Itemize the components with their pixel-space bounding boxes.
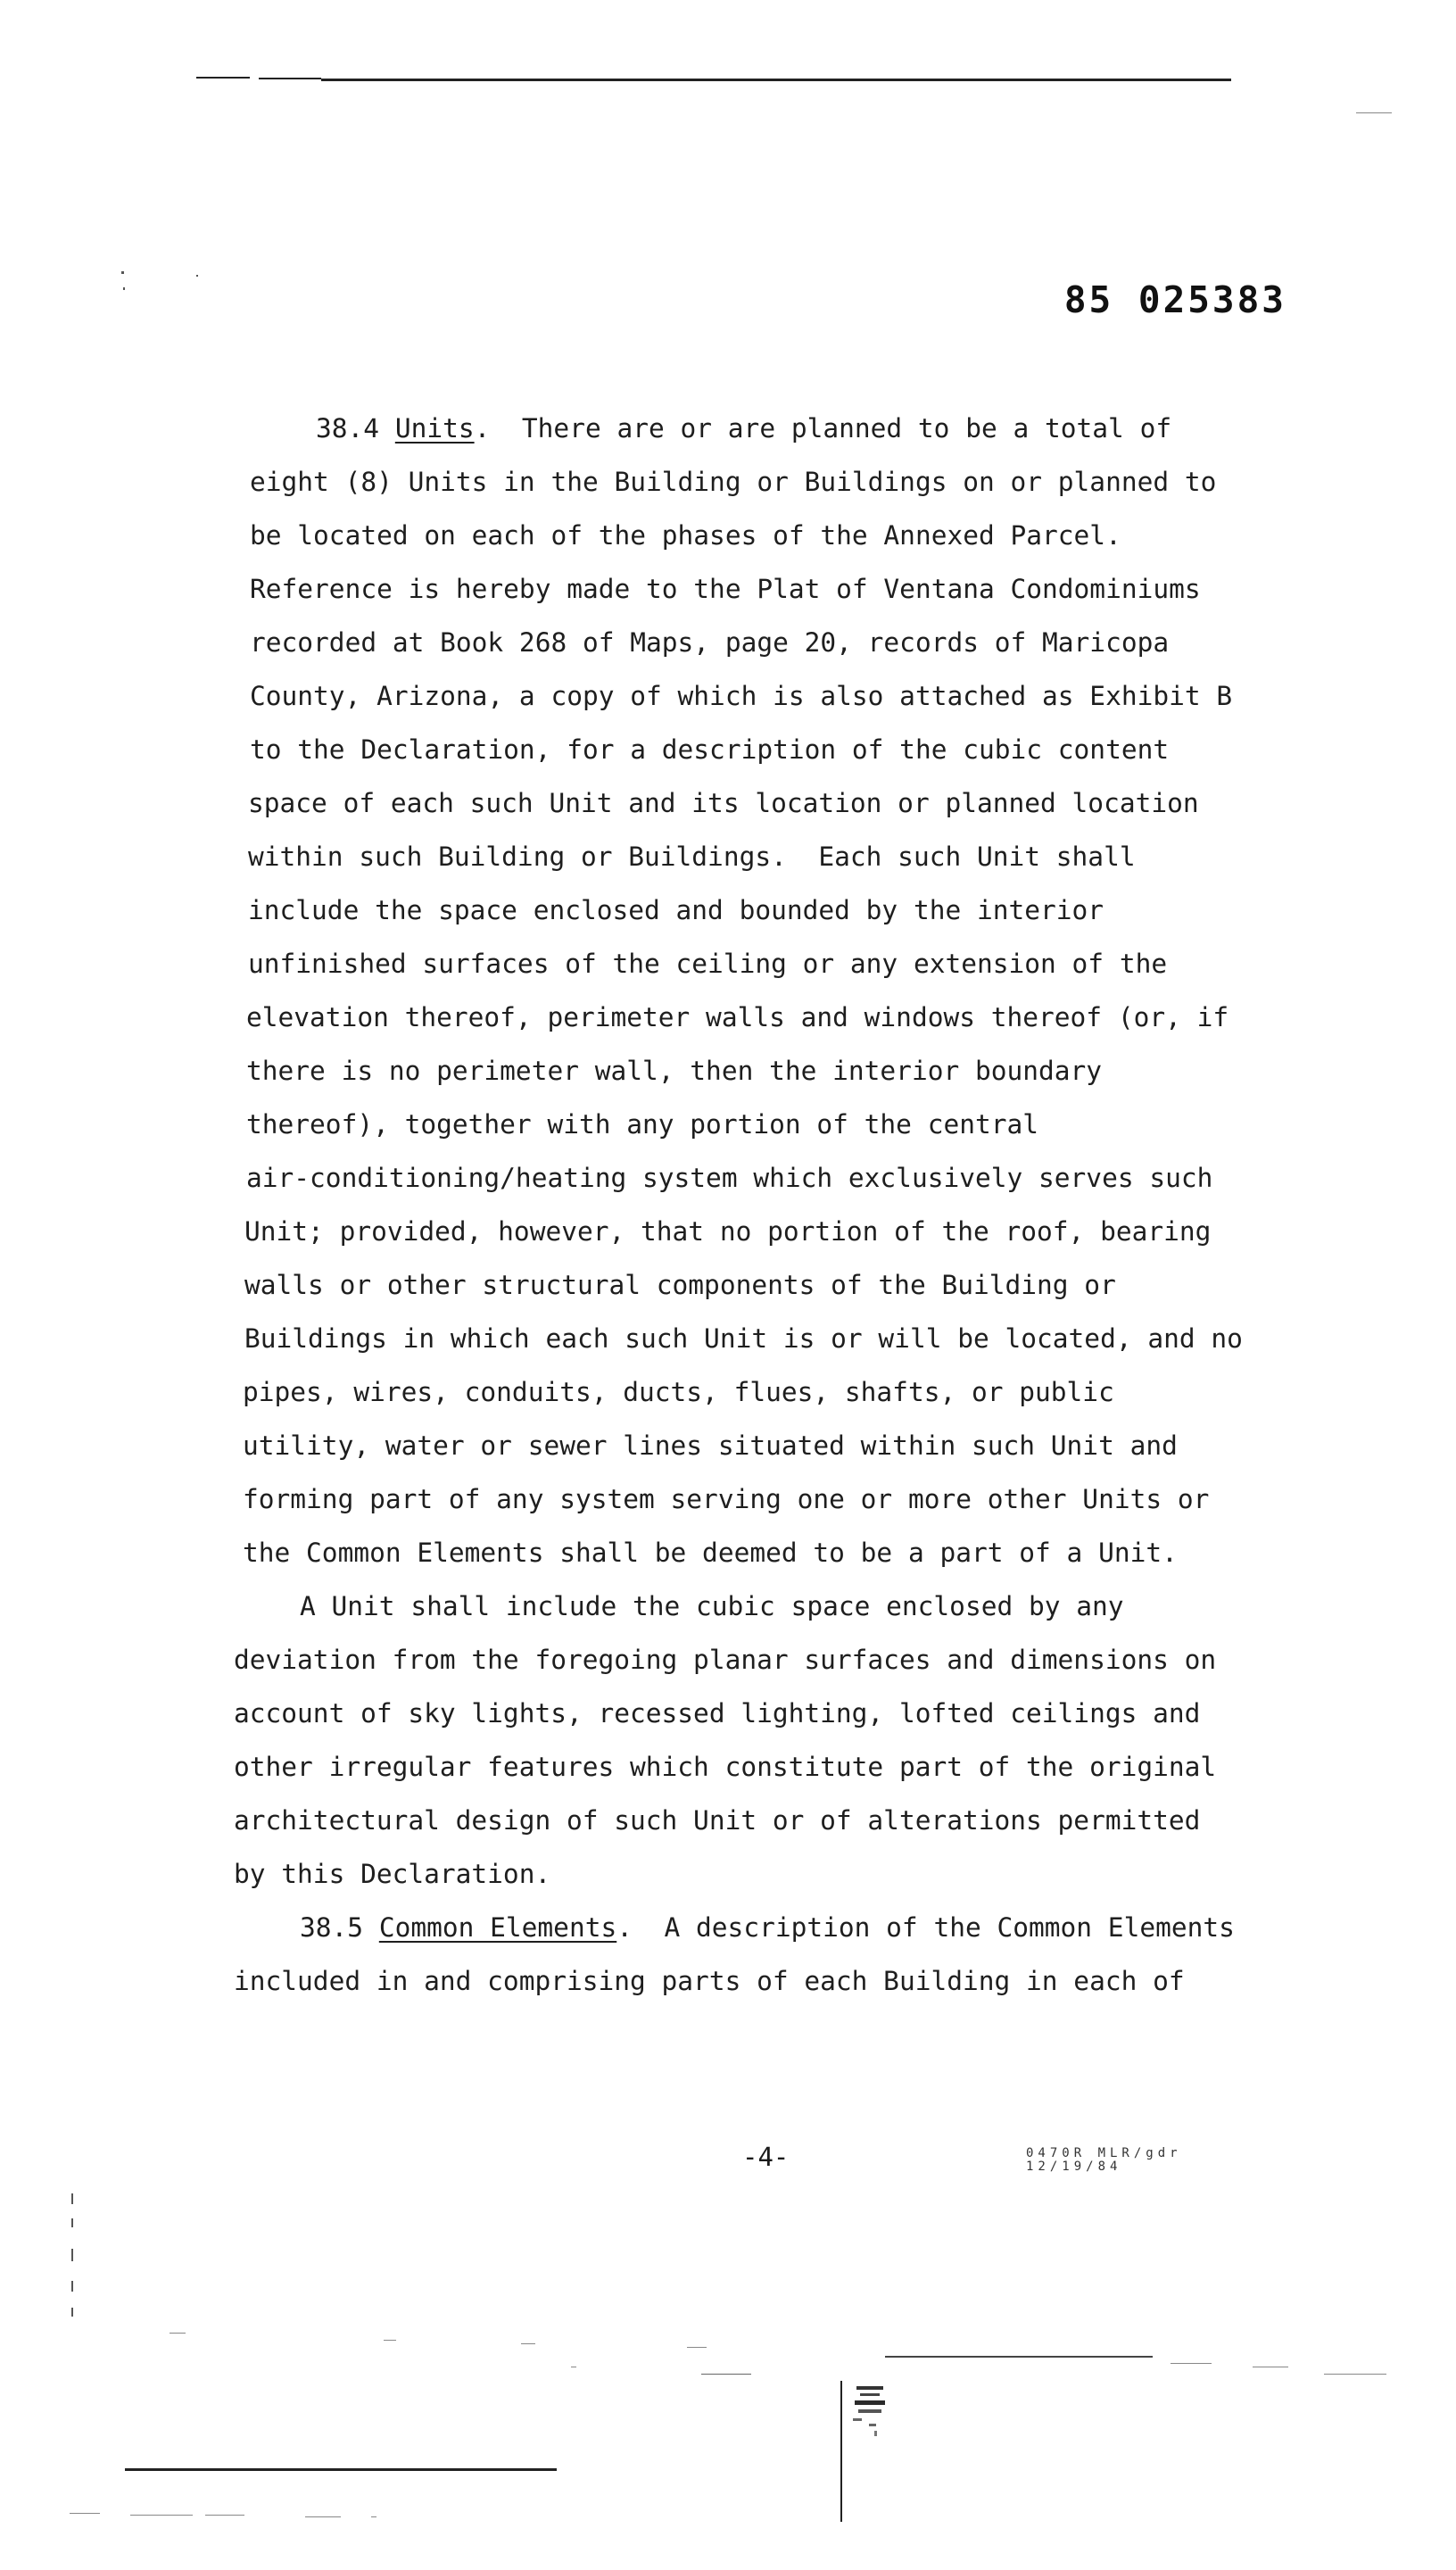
text-line: other irregular features which constitute part of the original: [234, 1752, 1217, 1782]
text-line: air-conditioning/heating system which exclusively serves such: [246, 1163, 1213, 1193]
scan-dash: [205, 2515, 244, 2516]
margin-mark: [71, 2281, 73, 2292]
text-line: thereof), together with any portion of the central: [246, 1109, 1039, 1140]
text-line: elevation thereof, perimeter walls and windows thereof (or, if: [246, 1002, 1229, 1032]
text-line: A Unit shall include the cubic space enclosed by any: [300, 1591, 1124, 1621]
text-line: County, Arizona, a copy of which is also attached as Exhibit B: [250, 681, 1233, 711]
scan-dash: [130, 2515, 193, 2516]
text-line: utility, water or sewer lines situated within such Unit and: [243, 1430, 1178, 1461]
text-line: to the Declaration, for a description of the cubic content: [250, 734, 1170, 765]
top-rule-segment-2: [259, 78, 321, 79]
text-line: Reference is hereby made to the Plat of Ventana Condominiums: [250, 574, 1201, 604]
text-line: [316, 413, 1172, 444]
text-line: [300, 1912, 1235, 1943]
stamp-mark: [839, 2381, 901, 2524]
margin-mark: [71, 2308, 73, 2317]
scan-dash: [371, 2516, 376, 2517]
text-line: Buildings in which each such Unit is or will be located, and no: [244, 1323, 1243, 1354]
text-line: include the space enclosed and bounded by the interior: [248, 895, 1104, 925]
scan-dash: [1171, 2363, 1212, 2364]
page-number: -4-: [742, 2142, 790, 2172]
text-run: . A description of the Common Elements: [616, 1912, 1235, 1943]
document-number: 85 025383: [1063, 278, 1286, 321]
scan-speck: [123, 287, 125, 290]
top-rule-segment-1: [196, 77, 250, 79]
text-line: unfinished surfaces of the ceiling or any extension of the: [248, 949, 1168, 979]
text-line: forming part of any system serving one or more other Units or: [243, 1484, 1210, 1514]
scan-dash: [521, 2343, 535, 2344]
scan-dash: [701, 2374, 751, 2375]
text-line: walls or other structural components of the Building or: [244, 1270, 1116, 1300]
section-heading: Common Elements: [378, 1912, 617, 1943]
text-line: the Common Elements shall be deemed to be a part of a Unit.: [243, 1538, 1178, 1568]
bottom-left-rule: [125, 2468, 557, 2471]
scan-dash: [687, 2347, 707, 2348]
scan-dash: [170, 2333, 186, 2334]
margin-mark: [71, 2218, 73, 2227]
text-line: architectural design of such Unit or of alterations permitted: [234, 1805, 1201, 1836]
text-line: account of sky lights, recessed lighting, lofted ceilings and: [234, 1698, 1201, 1729]
section-number: 38.5: [300, 1912, 379, 1943]
text-line: pipes, wires, conduits, ducts, flues, shafts, or public: [243, 1377, 1114, 1407]
text-run: . There are or are planned to be a total of: [474, 413, 1172, 444]
section-number: 38.4: [316, 413, 395, 444]
margin-mark: [71, 2193, 73, 2204]
lower-right-rule: [885, 2356, 1153, 2358]
scan-speck: [121, 271, 124, 274]
section-heading: Units: [394, 413, 475, 444]
text-line: deviation from the foregoing planar surfaces and dimensions on: [234, 1645, 1217, 1675]
text-line: be located on each of the phases of the Annexed Parcel.: [250, 520, 1121, 551]
file-code-line-1: 0470R MLR/gdr: [1026, 2146, 1182, 2160]
scan-dash: [70, 2513, 100, 2514]
scan-dash: [384, 2340, 396, 2341]
file-code: [1026, 2147, 1182, 2174]
file-code-line-2: 12/19/84: [1026, 2160, 1122, 2174]
text-line: space of each such Unit and its location or planned location: [248, 788, 1199, 818]
margin-mark: [71, 2249, 73, 2261]
top-rule-segment-3: [321, 79, 1231, 81]
text-line: there is no perimeter wall, then the interior boundary: [246, 1056, 1103, 1086]
text-line: recorded at Book 268 of Maps, page 20, records of Maricopa: [250, 627, 1170, 658]
text-line: within such Building or Buildings. Each such Unit shall: [248, 841, 1136, 872]
scan-dash: [1324, 2374, 1386, 2375]
text-line: by this Declaration.: [234, 1859, 551, 1889]
top-right-speck: [1356, 112, 1392, 113]
text-line: included in and comprising parts of each Building in each of: [234, 1966, 1185, 1996]
text-line: eight (8) Units in the Building or Buildings on or planned to: [250, 467, 1217, 497]
text-line: Unit; provided, however, that no portion of the roof, bearing: [244, 1216, 1212, 1247]
scan-dash: [305, 2516, 341, 2517]
scan-speck: [196, 275, 198, 277]
